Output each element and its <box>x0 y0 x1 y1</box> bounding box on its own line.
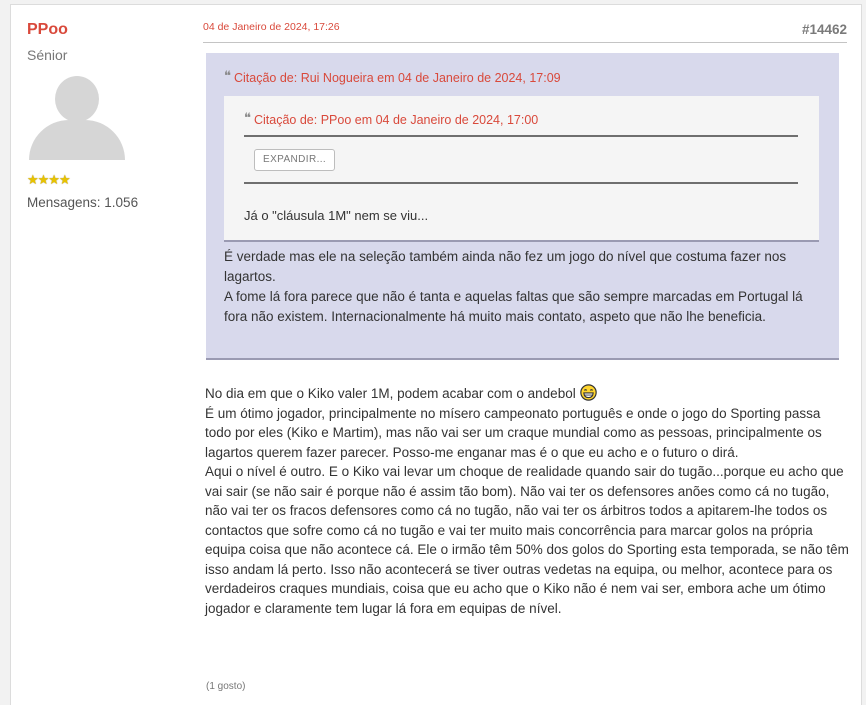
post-id-link[interactable]: #14462 <box>801 22 847 37</box>
quote-inner-divider-top <box>244 135 798 137</box>
rank-stars-icon: ★★★★ <box>27 172 70 187</box>
username-link[interactable]: PPoo <box>27 21 68 38</box>
user-rank: Sénior <box>27 47 68 63</box>
quote-outer-line: A fome lá fora parece que não é tanta e aquelas faltas que são sempre marcadas em Portugal lá fora não existem. Internacionalmente há muito mais contato, aspeto que não lhe beneficia. <box>224 289 803 324</box>
forum-post <box>10 4 862 705</box>
post-date[interactable]: 04 de Janeiro de 2024, 17:26 <box>203 21 340 33</box>
expand-button[interactable]: EXPANDIR... <box>254 149 335 171</box>
header-divider <box>203 42 847 43</box>
message-count: Mensagens: 1.056 <box>27 195 139 210</box>
quote-inner-text: Já o "cláusula 1M" nem se viu... <box>244 208 429 223</box>
post-body-paragraph: É um ótimo jogador, principalmente no mísero campeonato português e onde o jogo do Sporting passa todo por eles (Kiko e Martim), mas não vai ser um craque mundial como as pessoas, principalmente os lagartos querem fazer parecer. Posso-me enganar mas é o que eu acho e o futuro o dirá. <box>205 405 822 460</box>
avatar[interactable] <box>27 76 127 160</box>
post-body <box>205 384 850 618</box>
likes-count[interactable]: (1 gosto) <box>206 681 246 692</box>
quote-inner <box>224 96 819 242</box>
quote-outer <box>206 53 839 360</box>
user-panel <box>27 19 187 212</box>
laughing-face-icon <box>580 384 597 401</box>
post-body-first-line <box>205 384 850 404</box>
quote-outer-title[interactable] <box>224 70 561 87</box>
quote-outer-text <box>224 247 824 327</box>
quote-inner-divider-bottom <box>244 182 798 184</box>
quote-inner-title-text: Citação de: PPoo em 04 de Janeiro de 2024, 17:00 <box>254 113 539 127</box>
avatar-head-shape <box>55 76 99 122</box>
quote-outer-line: É verdade mas ele na seleção também ainda não fez um jogo do nível que costuma fazer nos lagartos. <box>224 249 787 284</box>
post-body-intro: No dia em que o Kiko valer 1M, podem acabar com o andebol <box>205 386 576 401</box>
quote-inner-title[interactable] <box>244 112 538 129</box>
quote-outer-title-text: Citação de: Rui Nogueira em 04 de Janeiro de 2024, 17:09 <box>234 71 561 85</box>
quote-icon: ❝ <box>224 69 231 84</box>
avatar-body-shape <box>29 120 125 160</box>
post-body-paragraph: Aqui o nível é outro. E o Kiko vai levar um choque de realidade quando sair do tugão...porque eu acho que vai sair (se não sair é porque não é assim tão bom). Não vai ter os defensores anões como cá no tugão, não vai ter os fracos defensores como cá no tugão, não vai ter os árbitros todos a apitarem-lhe todos os contactos que sofre como cá no tugão e vai ter muito mais concorrência para marcar golos na própria equipa coisa que não acontece cá. Ele o irmão têm 50% dos golos do Sporting esta temporada, se não têm isso andam lá perto. Isso não acontecerá se tiver outras vedetas na equipa, ou melhor, acontece para os verdadeiros craques mundiais, coisa que eu acho que o Kiko não é nem vai ser, embora ache um ótimo jogador e claramente tem lugar lá fora em equipas de nível. <box>205 464 849 616</box>
quote-icon: ❝ <box>244 111 251 126</box>
